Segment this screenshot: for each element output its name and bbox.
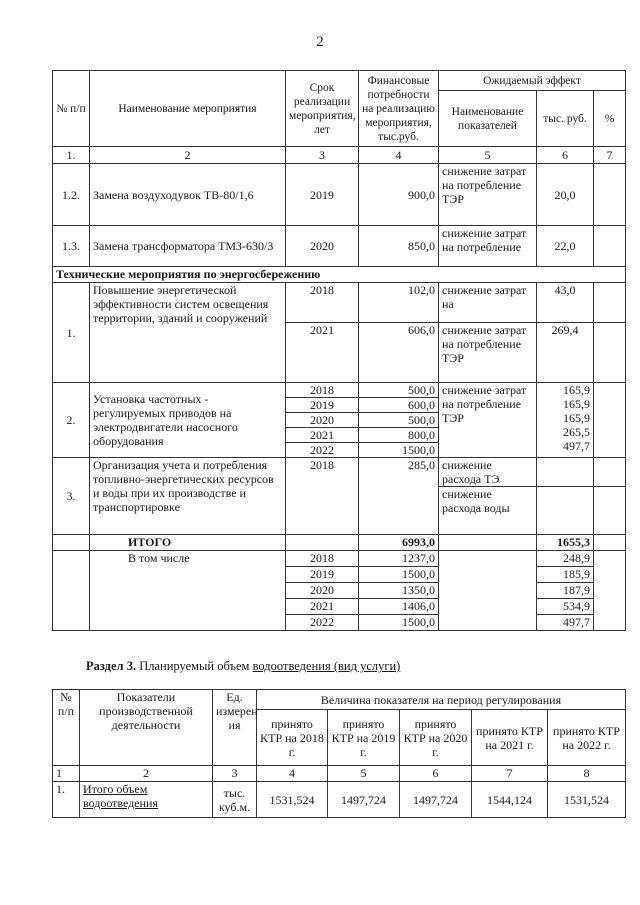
row-name: Установка частотных - регулируемых приводов на электродвигатели насосного оборудования — [90, 383, 286, 458]
row-name: Замена трансформатора ТМЗ-630/3 — [90, 226, 286, 267]
energy-measures-table — [52, 70, 626, 631]
row-value: 185,9 — [537, 567, 594, 583]
row-year: 2020 — [286, 413, 359, 428]
row-indicator: снижение затрат на потребление ТЭР — [439, 323, 537, 383]
row-year: 2019 — [286, 398, 359, 413]
colnum: 8 — [548, 766, 626, 782]
row-year: 2020 — [286, 226, 359, 267]
row-indicator: снижение затрат на потребление — [442, 226, 527, 254]
table-row — [53, 164, 626, 226]
row-year: 2021 — [286, 323, 359, 383]
t2-row-value: 1531,524 — [257, 782, 328, 818]
section3-underlined: водоотведения (вид услуги) — [252, 659, 401, 673]
row-percent — [594, 164, 626, 226]
row-num: 1. — [53, 283, 90, 383]
row-name: Организация учета и потребления топливно-энергетических ресурсов и воды при их производстве и транспортировке — [90, 458, 286, 535]
row-percent — [594, 383, 626, 458]
header-indicator: Наименование показателей — [439, 91, 537, 147]
row-year: 2019 — [286, 567, 359, 583]
row-indicator: снижение расхода воды — [439, 487, 537, 535]
total-finance: 6993,0 — [359, 535, 439, 551]
row-year: 2018 — [286, 458, 359, 535]
row-finance: 285,0 — [359, 458, 439, 535]
row-finance: 600,0 — [359, 398, 439, 413]
row-finance: 1500,0 — [359, 615, 439, 631]
t2-header-unit: Ед. измерен ия — [213, 690, 257, 766]
section-title: Технические мероприятия по энергосбережению — [53, 267, 626, 283]
row-finance: 1500,0 — [359, 567, 439, 583]
row-indicator-cell — [439, 283, 537, 323]
row-finance: 500,0 — [359, 413, 439, 428]
t2-row-value: 1497,724 — [328, 782, 400, 818]
row-finance: 1350,0 — [359, 583, 439, 599]
row-value: 248,9 — [537, 551, 594, 567]
t2-row-value: 1497,724 — [400, 782, 472, 818]
section3-label: Раздел 3. — [86, 659, 137, 673]
header-thousand: тыс. руб. — [537, 91, 594, 147]
t2-period-2018: принято КТР на 2018 г. — [257, 710, 328, 766]
header-name: Наименование мероприятия — [90, 71, 286, 147]
row-year: 2021 — [286, 599, 359, 615]
t2-row-value: 1531,524 — [548, 782, 626, 818]
row-value: 534,9 — [537, 599, 594, 615]
colnum: 5 — [439, 147, 537, 164]
row-value: 165,9 — [563, 397, 590, 411]
row-indicator: снижение затрат на потребление ТЭР — [439, 164, 537, 226]
table-row — [53, 383, 626, 398]
row-values — [537, 383, 594, 458]
row-value: 165,9 — [563, 411, 590, 425]
row-year: 2018 — [286, 283, 359, 323]
row-year: 2018 — [286, 551, 359, 567]
colnum: 3 — [213, 766, 257, 782]
t2-period-2022: принято КТР на 2022 г. — [548, 710, 626, 766]
header-effect: Ожидаемый эффект — [439, 71, 626, 91]
table-row — [53, 283, 626, 323]
row-year: 2018 — [286, 383, 359, 398]
t2-period-2020: принято КТР на 2020 г. — [400, 710, 472, 766]
t2-row-value: 1544,124 — [472, 782, 548, 818]
t2-row-unit: тыс. куб.м. — [213, 782, 257, 818]
colnum: 2 — [90, 147, 286, 164]
row-year: 2020 — [286, 583, 359, 599]
row-value: 20,0 — [537, 164, 594, 226]
row-value: 497,7 — [537, 615, 594, 631]
row-num: 1.3. — [53, 226, 90, 267]
row-finance: 606,0 — [359, 323, 439, 383]
row-indicator: снижение затрат на потребление ТЭР — [439, 383, 537, 458]
total-value: 1655,3 — [537, 535, 594, 551]
colnum: 3 — [286, 147, 359, 164]
row-value: 165,9 — [563, 383, 590, 397]
row-value: 265,5 — [563, 425, 590, 439]
row-finance: 850,0 — [359, 226, 439, 267]
t2-header-num: № п/п — [53, 690, 80, 766]
row-finance: 800,0 — [359, 428, 439, 443]
colnum: 4 — [359, 147, 439, 164]
t2-row-num: 1. — [53, 782, 80, 818]
incl-label: В том числе — [90, 551, 286, 631]
row-finance: 900,0 — [359, 164, 439, 226]
table-row — [53, 226, 626, 267]
row-value: 22,0 — [537, 226, 594, 267]
row-value: 187,9 — [537, 583, 594, 599]
row-year: 2022 — [286, 615, 359, 631]
row-name: Повышение энергетической эффективности систем освещения территории, зданий и сооружений — [90, 283, 286, 383]
section3-heading — [86, 659, 400, 674]
row-name: Замена воздуходувок ТВ-80/1,6 — [90, 164, 286, 226]
colnum: 7 — [594, 147, 626, 164]
t2-header-period: Величина показателя на период регулирования — [257, 690, 626, 710]
table-row — [53, 782, 626, 818]
colnum: 1. — [53, 147, 90, 164]
total-row — [53, 535, 626, 551]
row-percent — [594, 323, 626, 383]
row-finance: 1406,0 — [359, 599, 439, 615]
header-finance: Финансовые потребности на реализацию мероприятия, тыс.руб. — [359, 71, 439, 147]
row-value: 269,4 — [537, 323, 594, 383]
colnum: 2 — [80, 766, 213, 782]
page-number: 2 — [316, 34, 324, 50]
section3-text: Планируемый объем — [139, 659, 253, 673]
table-row — [53, 551, 626, 567]
row-year: 2019 — [286, 164, 359, 226]
row-indicator-cell — [439, 226, 537, 267]
row-finance: 1500,0 — [359, 443, 439, 458]
header-num: № п/п — [53, 71, 90, 147]
row-indicator: снижение расхода ТЭ — [439, 458, 537, 487]
colnum: 7 — [472, 766, 548, 782]
row-value — [537, 487, 594, 535]
header-term: Срок реализации мероприятия, лет — [286, 71, 359, 147]
t2-period-2021: принято КТР на 2021 г. — [472, 710, 548, 766]
t2-header-indicator: Показатели производственной деятельности — [80, 690, 213, 766]
row-year: 2021 — [286, 428, 359, 443]
row-finance: 102,0 — [359, 283, 439, 323]
table-row — [53, 458, 626, 487]
row-percent — [594, 226, 626, 267]
colnum: 6 — [400, 766, 472, 782]
row-value: 497,7 — [563, 439, 590, 453]
row-finance: 500,0 — [359, 383, 439, 398]
colnum: 1 — [53, 766, 80, 782]
total-label: ИТОГО — [90, 535, 286, 551]
wastewater-table — [52, 689, 626, 818]
row-percent — [594, 487, 626, 535]
row-year: 2022 — [286, 443, 359, 458]
t2-row-name: Итого объем водоотведения — [80, 782, 213, 818]
row-value — [537, 458, 594, 487]
row-indicator: снижение затрат на — [442, 283, 527, 311]
row-percent — [594, 283, 626, 323]
row-num: 2. — [53, 383, 90, 458]
colnum: 5 — [328, 766, 400, 782]
row-value: 43,0 — [537, 283, 594, 323]
row-num: 1.2. — [53, 164, 90, 226]
row-finance: 1237,0 — [359, 551, 439, 567]
t2-period-2019: принято КТР на 2019 г. — [328, 710, 400, 766]
row-num: 3. — [53, 458, 90, 535]
row-percent — [594, 458, 626, 487]
colnum: 6 — [537, 147, 594, 164]
header-percent: % — [594, 91, 626, 147]
colnum: 4 — [257, 766, 328, 782]
